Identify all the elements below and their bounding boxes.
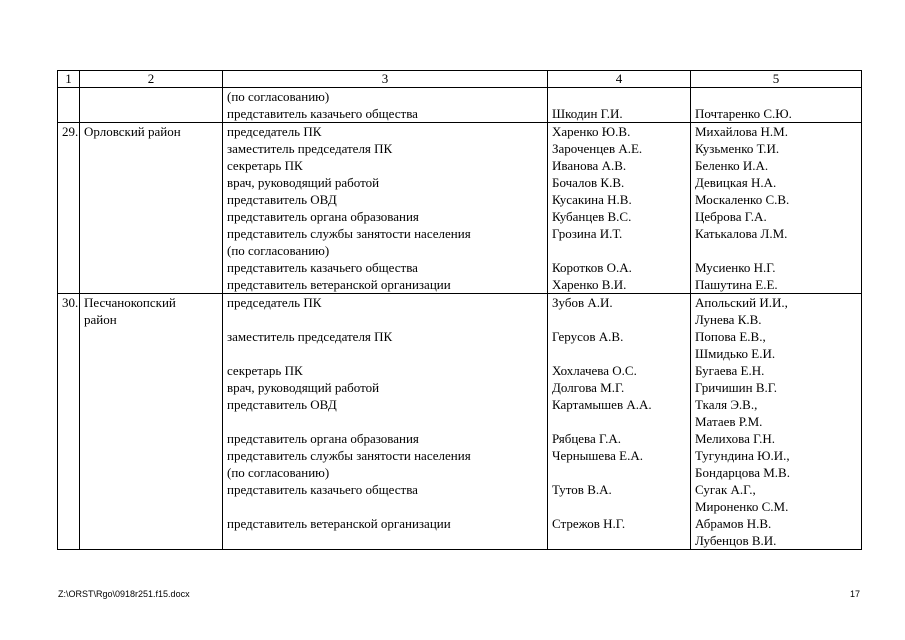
commission-table (57, 70, 862, 550)
members-line (552, 532, 686, 549)
reserves-line (695, 242, 857, 259)
members-line (552, 345, 686, 362)
reserves-line: Мироненко С.М. (695, 499, 789, 514)
roles-line: (по согласованию) (227, 89, 330, 104)
members-line: Грозина И.Т. (552, 226, 623, 241)
header-cell-1: 1 (58, 71, 80, 88)
members-line: Кусакина Н.В. (552, 192, 632, 207)
reserves-line: Почтаренко С.Ю. (695, 106, 792, 121)
members-line: Тутов В.А. (552, 482, 612, 497)
reserves-line: Девицкая Н.А. (695, 175, 777, 190)
members-line: Харенко Ю.В. (552, 124, 631, 139)
header-cell-3: 3 (223, 71, 548, 88)
reserves-line: Мелихова Г.Н. (695, 431, 776, 446)
roles-line: представитель службы занятости населения (227, 226, 471, 241)
roles-line: представитель органа образования (227, 431, 419, 446)
district-line (84, 88, 218, 105)
table-body (58, 71, 862, 550)
header-cell-5: 5 (691, 71, 862, 88)
members-line (552, 311, 686, 328)
reserves-line: Цеброва Г.А. (695, 209, 767, 224)
row-number-cell (58, 88, 80, 123)
roles-line: представитель казачьего общества (227, 482, 418, 497)
district-line: район (84, 312, 117, 327)
reserves-line: Попова Е.В., (695, 329, 766, 344)
roles-cell (223, 294, 548, 550)
table-row (58, 123, 862, 294)
members-line: Герусов А.В. (552, 329, 624, 344)
roles-line: представитель службы занятости населения (227, 448, 471, 463)
header-cell-4: 4 (548, 71, 691, 88)
reserves-line: Тугундина Ю.И., (695, 448, 790, 463)
members-line: Кубанцев В.С. (552, 209, 632, 224)
row-number-cell: 30. (58, 294, 80, 550)
members-line (552, 464, 686, 481)
reserves-line: Беленко И.А. (695, 158, 769, 173)
members-line (552, 242, 686, 259)
district-cell (80, 123, 223, 294)
members-line (552, 88, 686, 105)
roles-line: представитель казачьего общества (227, 106, 418, 121)
members-line (552, 498, 686, 515)
roles-line: секретарь ПК (227, 363, 303, 378)
members-line: Картамышев А.А. (552, 397, 652, 412)
reserves-cell (691, 88, 862, 123)
roles-line: врач, руководящий работой (227, 175, 380, 190)
members-line: Стрежов Н.Г. (552, 516, 626, 531)
reserves-line: Ткаля Э.В., (695, 397, 758, 412)
members-cell (548, 123, 691, 294)
roles-line: (по согласованию) (227, 243, 330, 258)
roles-line: представитель ОВД (227, 192, 337, 207)
reserves-line: Гричишин В.Г. (695, 380, 778, 395)
reserves-line: Пашутина Е.Е. (695, 277, 778, 292)
reserves-line: Сугак А.Г., (695, 482, 756, 497)
table-row (58, 88, 862, 123)
roles-line (227, 498, 543, 515)
roles-line: врач, руководящий работой (227, 380, 380, 395)
members-line (552, 413, 686, 430)
roles-line: председатель ПК (227, 124, 322, 139)
page-number: 17 (849, 589, 860, 599)
district-line: Песчанокопский (84, 295, 176, 310)
members-line: Рябцева Г.А. (552, 431, 621, 446)
roles-line: председатель ПК (227, 295, 322, 310)
reserves-line: Бугаева Е.Н. (695, 363, 765, 378)
members-line: Харенко В.И. (552, 277, 627, 292)
roles-line: (по согласованию) (227, 465, 330, 480)
table-row (58, 294, 862, 550)
roles-line: представитель казачьего общества (227, 260, 418, 275)
roles-line: заместитель председателя ПК (227, 141, 393, 156)
reserves-line (695, 88, 857, 105)
file-path-footer: Z:\ORST\Rgo\0918r251.f15.docx (58, 589, 190, 599)
district-cell (80, 88, 223, 123)
reserves-line: Катькалова Л.М. (695, 226, 788, 241)
roles-line (227, 532, 543, 549)
members-line: Шкодин Г.И. (552, 106, 623, 121)
members-line: Хохлачева О.С. (552, 363, 637, 378)
reserves-line: Апольский И.И., (695, 295, 788, 310)
reserves-line: Абрамов Н.В. (695, 516, 772, 531)
roles-line: представитель ОВД (227, 397, 337, 412)
reserves-cell (691, 294, 862, 550)
reserves-line: Михайлова Н.М. (695, 124, 788, 139)
members-cell (548, 294, 691, 550)
members-line: Коротков О.А. (552, 260, 632, 275)
header-row (58, 71, 862, 88)
members-line: Зубов А.И. (552, 295, 613, 310)
members-line: Чернышева Е.А. (552, 448, 644, 463)
reserves-cell (691, 123, 862, 294)
reserves-line: Бондарцова М.В. (695, 465, 790, 480)
reserves-line: Москаленко С.В. (695, 192, 790, 207)
roles-line: представитель органа образования (227, 209, 419, 224)
roles-line: заместитель председателя ПК (227, 329, 393, 344)
reserves-line: Кузьменко Т.И. (695, 141, 780, 156)
row-number-cell: 29. (58, 123, 80, 294)
reserves-line: Матаев Р.М. (695, 414, 763, 429)
members-cell (548, 88, 691, 123)
reserves-line: Лубенцов В.И. (695, 533, 777, 548)
district-cell (80, 294, 223, 550)
roles-line (227, 311, 543, 328)
reserves-line: Мусиенко Н.Г. (695, 260, 776, 275)
reserves-line: Шмидько Е.И. (695, 346, 776, 361)
roles-line (227, 345, 543, 362)
roles-cell (223, 88, 548, 123)
district-line: Орловский район (84, 124, 181, 139)
members-line: Долгова М.Г. (552, 380, 625, 395)
reserves-line: Лунева К.В. (695, 312, 762, 327)
roles-line: представитель ветеранской организации (227, 516, 451, 531)
roles-line: представитель ветеранской организации (227, 277, 451, 292)
members-line: Зароченцев А.Е. (552, 141, 643, 156)
roles-cell (223, 123, 548, 294)
header-cell-2: 2 (80, 71, 223, 88)
roles-line (227, 413, 543, 430)
members-line: Бочалов К.В. (552, 175, 625, 190)
roles-line: секретарь ПК (227, 158, 303, 173)
members-line: Иванова А.В. (552, 158, 627, 173)
